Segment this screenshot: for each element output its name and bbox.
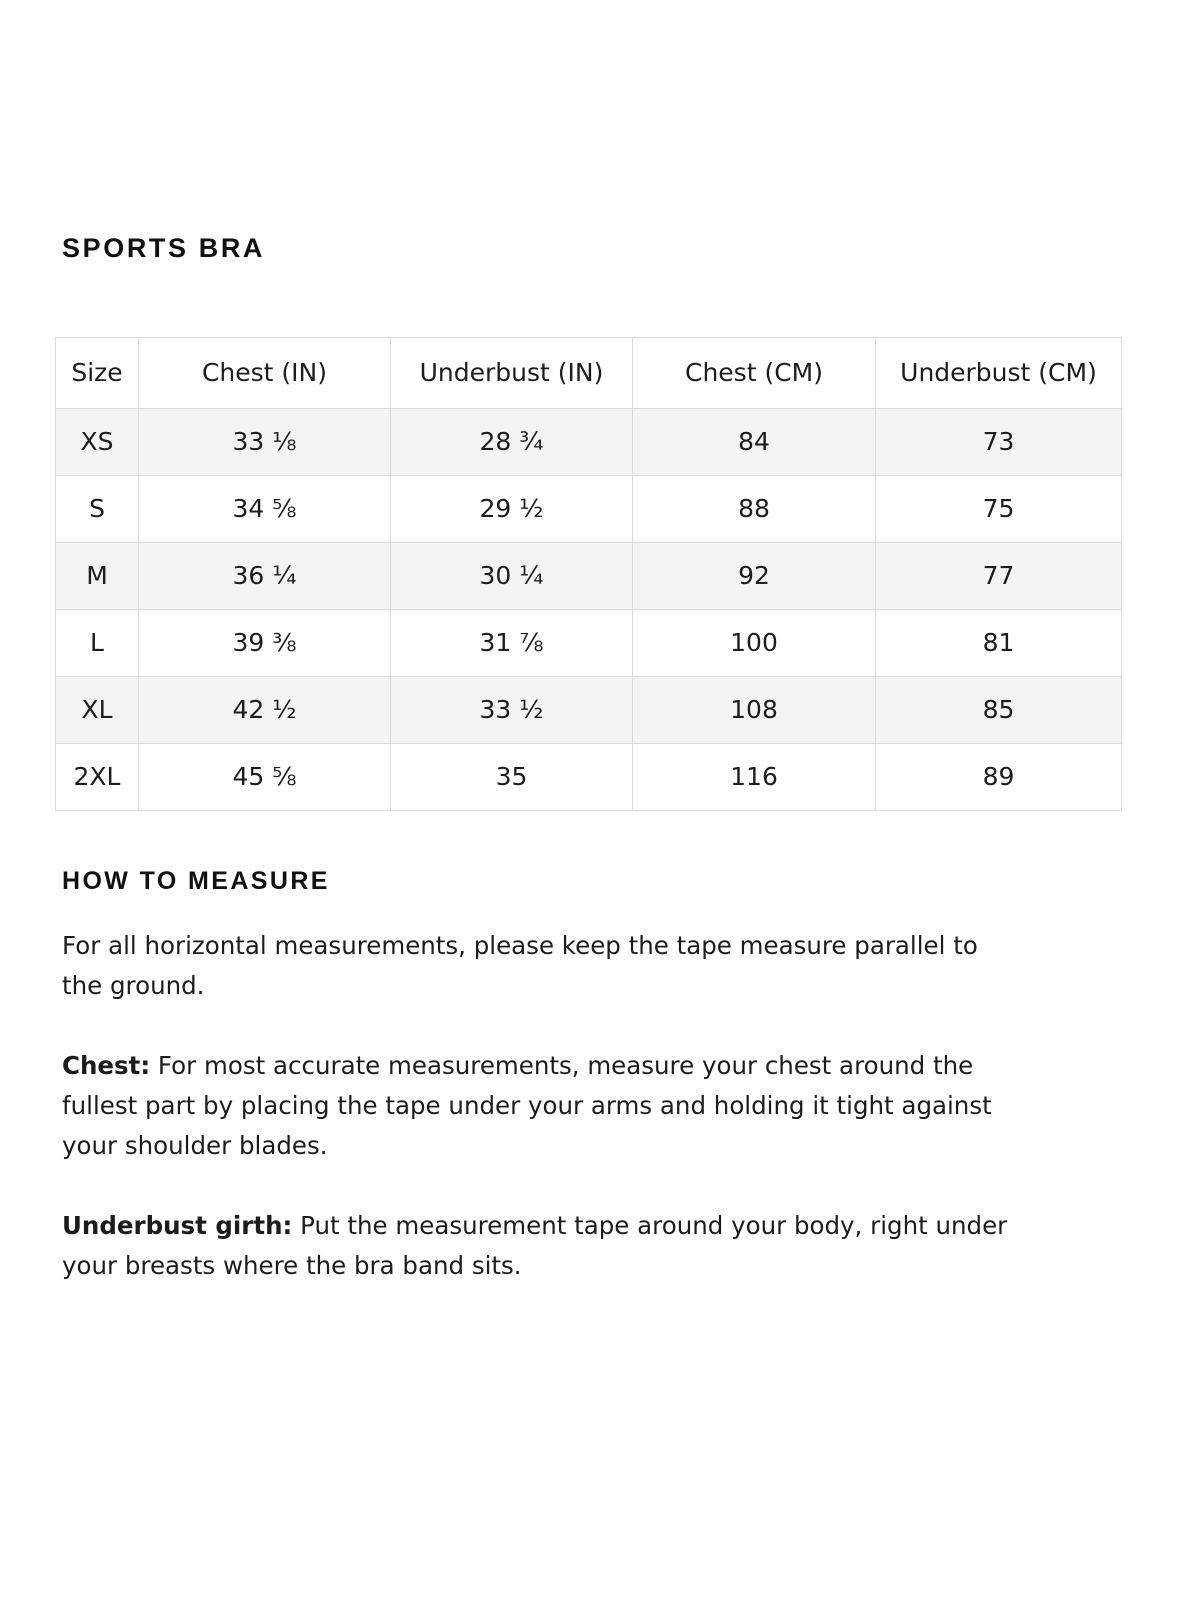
cell-underbust-in: 28 ¾ bbox=[391, 409, 633, 476]
cell-size: XS bbox=[56, 409, 139, 476]
table-row bbox=[56, 476, 1122, 543]
cell-chest-in: 42 ½ bbox=[139, 677, 391, 744]
column-header-chest-cm: Chest (CM) bbox=[633, 338, 876, 409]
cell-chest-in: 45 ⅝ bbox=[139, 744, 391, 811]
table-header-row bbox=[56, 338, 1122, 409]
cell-size: L bbox=[56, 610, 139, 677]
cell-chest-cm: 84 bbox=[633, 409, 876, 476]
column-header-underbust-cm: Underbust (CM) bbox=[876, 338, 1122, 409]
cell-chest-cm: 100 bbox=[633, 610, 876, 677]
table-row bbox=[56, 543, 1122, 610]
cell-underbust-in: 31 ⅞ bbox=[391, 610, 633, 677]
cell-underbust-cm: 73 bbox=[876, 409, 1122, 476]
underbust-paragraph bbox=[62, 1206, 1022, 1286]
cell-underbust-in: 30 ¼ bbox=[391, 543, 633, 610]
cell-underbust-in: 29 ½ bbox=[391, 476, 633, 543]
table-row bbox=[56, 409, 1122, 476]
column-header-chest-in: Chest (IN) bbox=[139, 338, 391, 409]
cell-size: M bbox=[56, 543, 139, 610]
how-to-measure-heading: HOW TO MEASURE bbox=[62, 867, 330, 895]
cell-chest-cm: 116 bbox=[633, 744, 876, 811]
cell-chest-cm: 108 bbox=[633, 677, 876, 744]
cell-size: S bbox=[56, 476, 139, 543]
cell-underbust-cm: 89 bbox=[876, 744, 1122, 811]
cell-underbust-cm: 85 bbox=[876, 677, 1122, 744]
cell-chest-in: 34 ⅝ bbox=[139, 476, 391, 543]
chest-paragraph bbox=[62, 1046, 1022, 1166]
column-header-underbust-in: Underbust (IN) bbox=[391, 338, 633, 409]
cell-underbust-cm: 81 bbox=[876, 610, 1122, 677]
chest-description: For most accurate measurements, measure your chest around the fullest part by placing the tape under your arms and holding it tight against your shoulder blades. bbox=[62, 1051, 992, 1160]
table-row bbox=[56, 610, 1122, 677]
cell-chest-in: 33 ⅛ bbox=[139, 409, 391, 476]
cell-size: XL bbox=[56, 677, 139, 744]
cell-chest-in: 36 ¼ bbox=[139, 543, 391, 610]
cell-size: 2XL bbox=[56, 744, 139, 811]
cell-underbust-cm: 77 bbox=[876, 543, 1122, 610]
table-header bbox=[56, 338, 1122, 409]
cell-underbust-in: 35 bbox=[391, 744, 633, 811]
size-chart-table bbox=[55, 337, 1122, 811]
table-row bbox=[56, 677, 1122, 744]
underbust-label: Underbust girth: bbox=[62, 1211, 293, 1240]
cell-chest-cm: 88 bbox=[633, 476, 876, 543]
chest-label: Chest: bbox=[62, 1051, 151, 1080]
intro-paragraph: For all horizontal measurements, please keep the tape measure parallel to the ground. bbox=[62, 931, 978, 1000]
underbust-description: Put the measurement tape around your body, right under your breasts where the bra band sits. bbox=[62, 1211, 1008, 1280]
table-body bbox=[56, 409, 1122, 811]
page-title: SPORTS BRA bbox=[62, 233, 266, 263]
cell-chest-in: 39 ⅜ bbox=[139, 610, 391, 677]
column-header-size: Size bbox=[56, 338, 139, 409]
cell-underbust-cm: 75 bbox=[876, 476, 1122, 543]
table-row bbox=[56, 744, 1122, 811]
cell-chest-cm: 92 bbox=[633, 543, 876, 610]
cell-underbust-in: 33 ½ bbox=[391, 677, 633, 744]
